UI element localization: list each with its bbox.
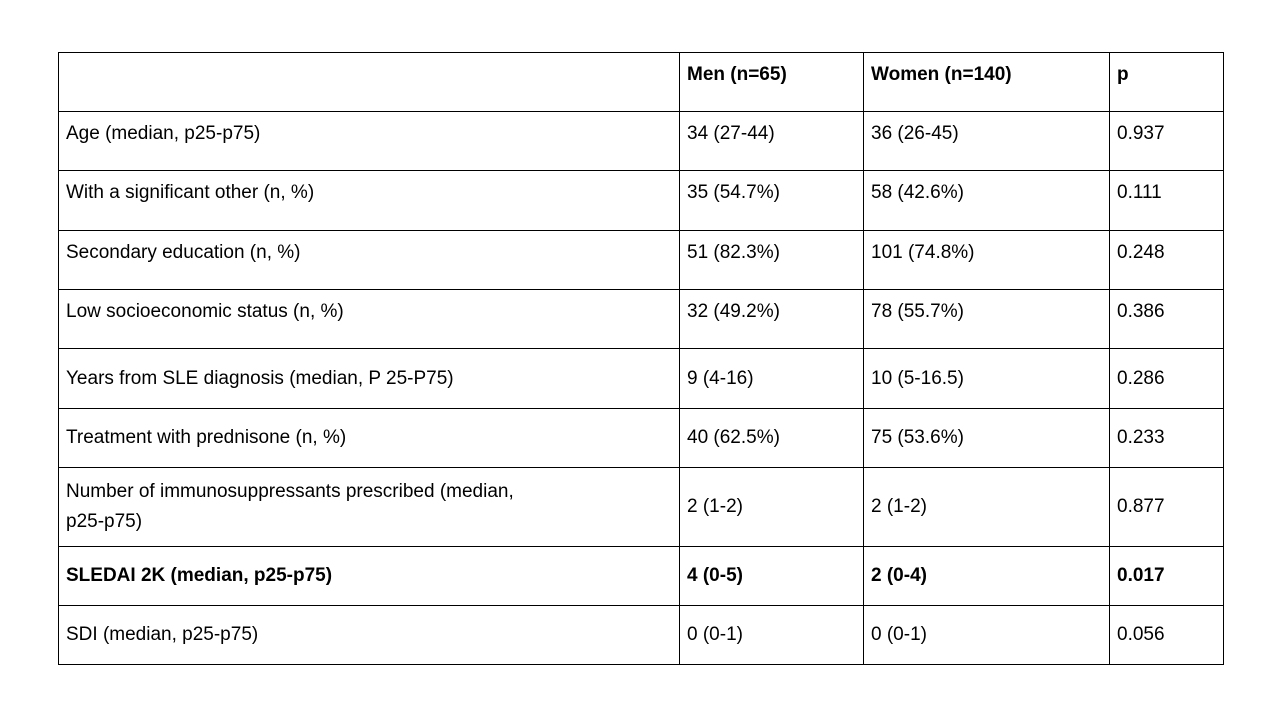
cell-men: 9 (4-16) [680, 349, 864, 409]
cell-women: 10 (5-16.5) [864, 349, 1110, 409]
cell-p: 0.233 [1110, 409, 1224, 468]
cell-women: 0 (0-1) [864, 606, 1110, 665]
header-cell-men: Men (n=65) [680, 53, 864, 112]
data-table [58, 52, 1224, 665]
cell-variable: Treatment with prednisone (n, %) [59, 409, 680, 468]
cell-variable-text: Number of immunosuppressants prescribed (median, p25-p75) [66, 481, 514, 532]
cell-men: 2 (1-2) [680, 468, 864, 547]
cell-women: 75 (53.6%) [864, 409, 1110, 468]
table-header-row [59, 53, 1224, 112]
table-row [59, 468, 1224, 547]
header-cell-women: Women (n=140) [864, 53, 1110, 112]
cell-p: 0.111 [1110, 171, 1224, 231]
cell-variable: SLEDAI 2K (median, p25-p75) [59, 547, 680, 606]
table-row [59, 290, 1224, 349]
cell-p: 0.937 [1110, 112, 1224, 171]
table-row [59, 231, 1224, 290]
table-row [59, 409, 1224, 468]
cell-women: 36 (26-45) [864, 112, 1110, 171]
table-row [59, 606, 1224, 665]
header-cell-p: p [1110, 53, 1224, 112]
cell-women: 101 (74.8%) [864, 231, 1110, 290]
cell-variable: With a significant other (n, %) [59, 171, 680, 231]
cell-p: 0.877 [1110, 468, 1224, 547]
cell-variable: SDI (median, p25-p75) [59, 606, 680, 665]
cell-men: 40 (62.5%) [680, 409, 864, 468]
cell-variable: Low socioeconomic status (n, %) [59, 290, 680, 349]
cell-p: 0.056 [1110, 606, 1224, 665]
cell-p: 0.386 [1110, 290, 1224, 349]
table-row [59, 349, 1224, 409]
cell-p: 0.248 [1110, 231, 1224, 290]
cell-men: 4 (0-5) [680, 547, 864, 606]
cell-men: 32 (49.2%) [680, 290, 864, 349]
cell-variable [59, 468, 680, 547]
table-row [59, 112, 1224, 171]
cell-p: 0.017 [1110, 547, 1224, 606]
header-cell-variable [59, 53, 680, 112]
cell-women: 2 (1-2) [864, 468, 1110, 547]
cell-men: 35 (54.7%) [680, 171, 864, 231]
table-row [59, 171, 1224, 231]
cell-women: 58 (42.6%) [864, 171, 1110, 231]
cell-variable: Years from SLE diagnosis (median, P 25-P75) [59, 349, 680, 409]
cell-women: 78 (55.7%) [864, 290, 1110, 349]
cell-variable: Secondary education (n, %) [59, 231, 680, 290]
cell-women: 2 (0-4) [864, 547, 1110, 606]
cell-men: 51 (82.3%) [680, 231, 864, 290]
table-row-highlighted [59, 547, 1224, 606]
cell-variable: Age (median, p25-p75) [59, 112, 680, 171]
cell-men: 0 (0-1) [680, 606, 864, 665]
cell-p: 0.286 [1110, 349, 1224, 409]
cell-men: 34 (27-44) [680, 112, 864, 171]
